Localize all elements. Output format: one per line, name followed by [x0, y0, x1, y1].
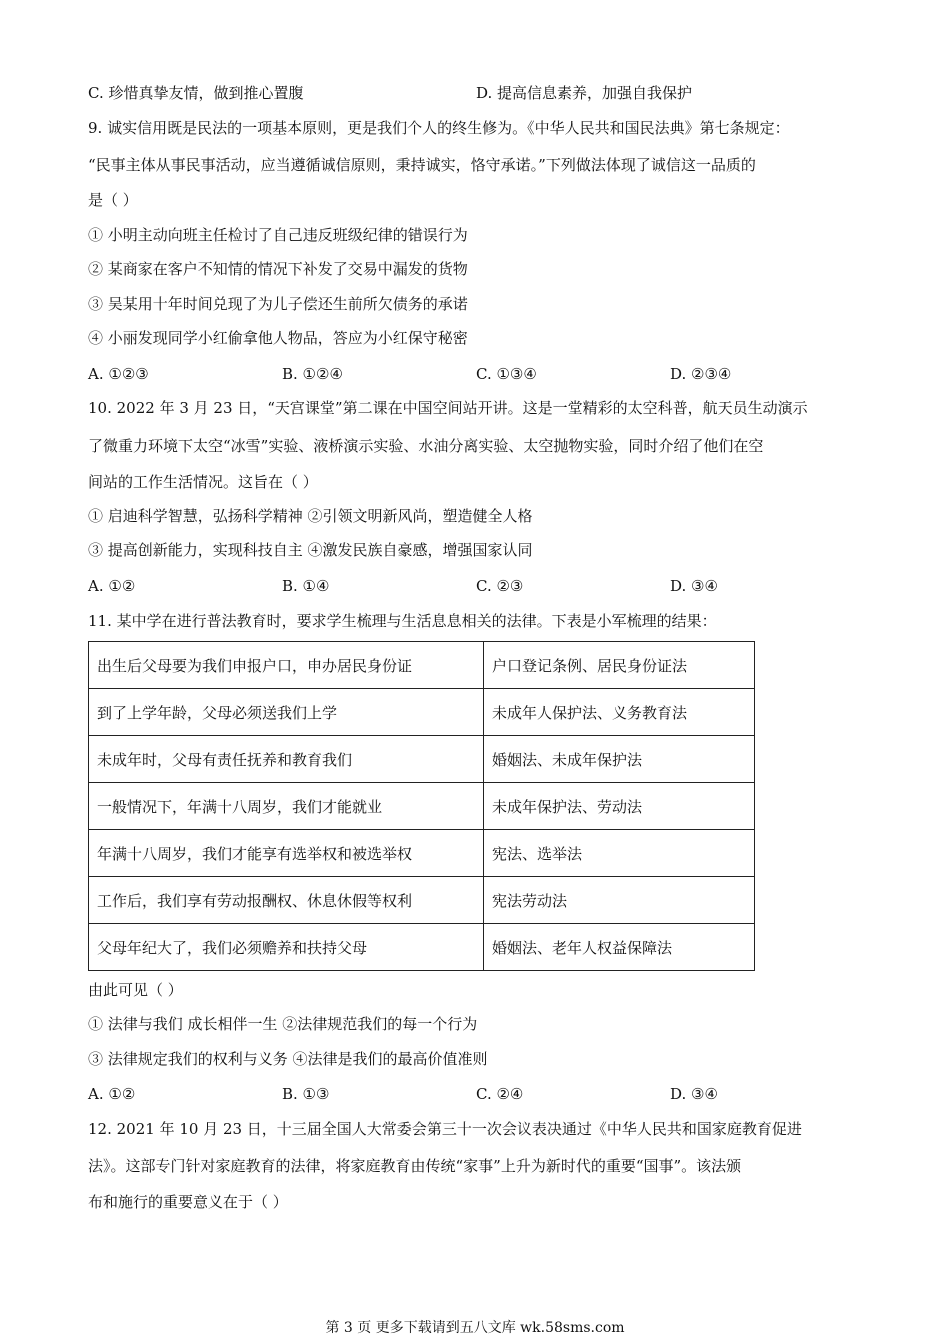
q11-option-c: C. ②④: [476, 1085, 524, 1103]
table-cell-situation: 工作后，我们享有劳动报酬权、休息休假等权利: [89, 877, 484, 924]
q10-stem-line-2: 了微重力环境下太空“冰雪”实验、液桥演示实验、水油分离实验、太空抛物实验，同时介绍了他们在空: [88, 437, 764, 455]
table-cell-law: 宪法、选举法: [484, 830, 755, 877]
law-table: [88, 641, 755, 971]
q9-option-a: A. ①②③: [88, 365, 149, 383]
table-row: [89, 924, 755, 971]
q9-item-2: ② 某商家在客户不知情的情况下补发了交易中漏发的货物: [88, 260, 468, 278]
q10-stem-line-1: 10. 2022 年 3 月 23 日，“天宫课堂”第二课在中国空间站开讲。这是一堂精彩的太空科普，航天员生动演示: [88, 399, 808, 417]
table-cell-situation: 到了上学年龄，父母必须送我们上学: [89, 689, 484, 736]
table-cell-law: 宪法劳动法: [484, 877, 755, 924]
table-cell-law: 户口登记条例、居民身份证法: [484, 642, 755, 689]
q11-option-b: B. ①③: [282, 1085, 330, 1103]
q9-stem-line-1: 9. 诚实信用既是民法的一项基本原则，更是我们个人的终生修为。《中华人民共和国民法典》第七条规定：: [88, 119, 790, 137]
q10-stem-line-3: 间站的工作生活情况。这旨在（ ）: [88, 473, 318, 491]
q11-option-d: D. ③④: [670, 1085, 718, 1103]
q12-stem-line-2: 法》。这部专门针对家庭教育的法律，将家庭教育由传统“家事”上升为新时代的重要“国事”。该法颁: [88, 1157, 742, 1175]
q12-stem-line-3: 布和施行的重要意义在于（ ）: [88, 1193, 288, 1211]
q9-item-1: ① 小明主动向班主任检讨了自己违反班级纪律的错误行为: [88, 226, 468, 244]
table-cell-situation: 年满十八周岁，我们才能享有选举权和被选举权: [89, 830, 484, 877]
q10-option-d: D. ③④: [670, 577, 718, 595]
q9-option-c: C. ①③④: [476, 365, 537, 383]
q9-item-3: ③ 吴某用十年时间兑现了为儿子偿还生前所欠债务的承诺: [88, 295, 468, 313]
q11-option-a: A. ①②: [88, 1085, 136, 1103]
q8-option-c: C. 珍惜真挚友情，做到推心置腹: [88, 84, 304, 102]
table-cell-law: 婚姻法、未成年保护法: [484, 736, 755, 783]
table-row: [89, 736, 755, 783]
table-row: [89, 877, 755, 924]
q9-option-d: D. ②③④: [670, 365, 732, 383]
q11-question: 由此可见（ ）: [88, 981, 183, 999]
table-row: [89, 783, 755, 830]
table-cell-situation: 父母年纪大了，我们必须赡养和扶持父母: [89, 924, 484, 971]
table-cell-law: 未成年保护法、劳动法: [484, 783, 755, 830]
q9-item-4: ④ 小丽发现同学小红偷拿他人物品，答应为小红保守秘密: [88, 329, 468, 347]
q8-option-d: D. 提高信息素养，加强自我保护: [476, 84, 693, 102]
q10-option-a: A. ①②: [88, 577, 136, 595]
q10-items-row-2: ③ 提高创新能力，实现科技自主 ④激发民族自豪感，增强国家认同: [88, 541, 533, 559]
q9-stem-line-2: “民事主体从事民事活动，应当遵循诚信原则，秉持诚实，恪守承诺。”下列做法体现了诚信这一品质的: [88, 156, 756, 174]
q11-items-row-2: ③ 法律规定我们的权利与义务 ④法律是我们的最高价值准则: [88, 1050, 488, 1068]
q10-option-c: C. ②③: [476, 577, 524, 595]
table-cell-law: 婚姻法、老年人权益保障法: [484, 924, 755, 971]
q10-items-row-1: ① 启迪科学智慧，弘扬科学精神 ②引领文明新风尚，塑造健全人格: [88, 507, 533, 525]
table-cell-situation: 出生后父母要为我们申报户口，申办居民身份证: [89, 642, 484, 689]
q12-stem-line-1: 12. 2021 年 10 月 23 日，十三届全国人大常委会第三十一次会议表决通过《中华人民共和国家庭教育促进: [88, 1120, 802, 1138]
q11-items-row-1: ① 法律与我们 成长相伴一生 ②法律规范我们的每一个行为: [88, 1015, 478, 1033]
q9-stem-line-3: 是（ ）: [88, 191, 138, 209]
table-cell-situation: 未成年时，父母有责任抚养和教育我们: [89, 736, 484, 783]
page-footer: 第 3 页 更多下载请到五八文库 wk.58sms.com: [325, 1320, 625, 1336]
table-row: [89, 830, 755, 877]
table-row: [89, 689, 755, 736]
table-row: [89, 642, 755, 689]
q11-stem: 11. 某中学在进行普法教育时，要求学生梳理与生活息息相关的法律。下表是小军梳理的结果：: [88, 612, 717, 630]
q10-option-b: B. ①④: [282, 577, 330, 595]
q9-option-b: B. ①②④: [282, 365, 343, 383]
table-cell-situation: 一般情况下，年满十八周岁，我们才能就业: [89, 783, 484, 830]
table-cell-law: 未成年人保护法、义务教育法: [484, 689, 755, 736]
